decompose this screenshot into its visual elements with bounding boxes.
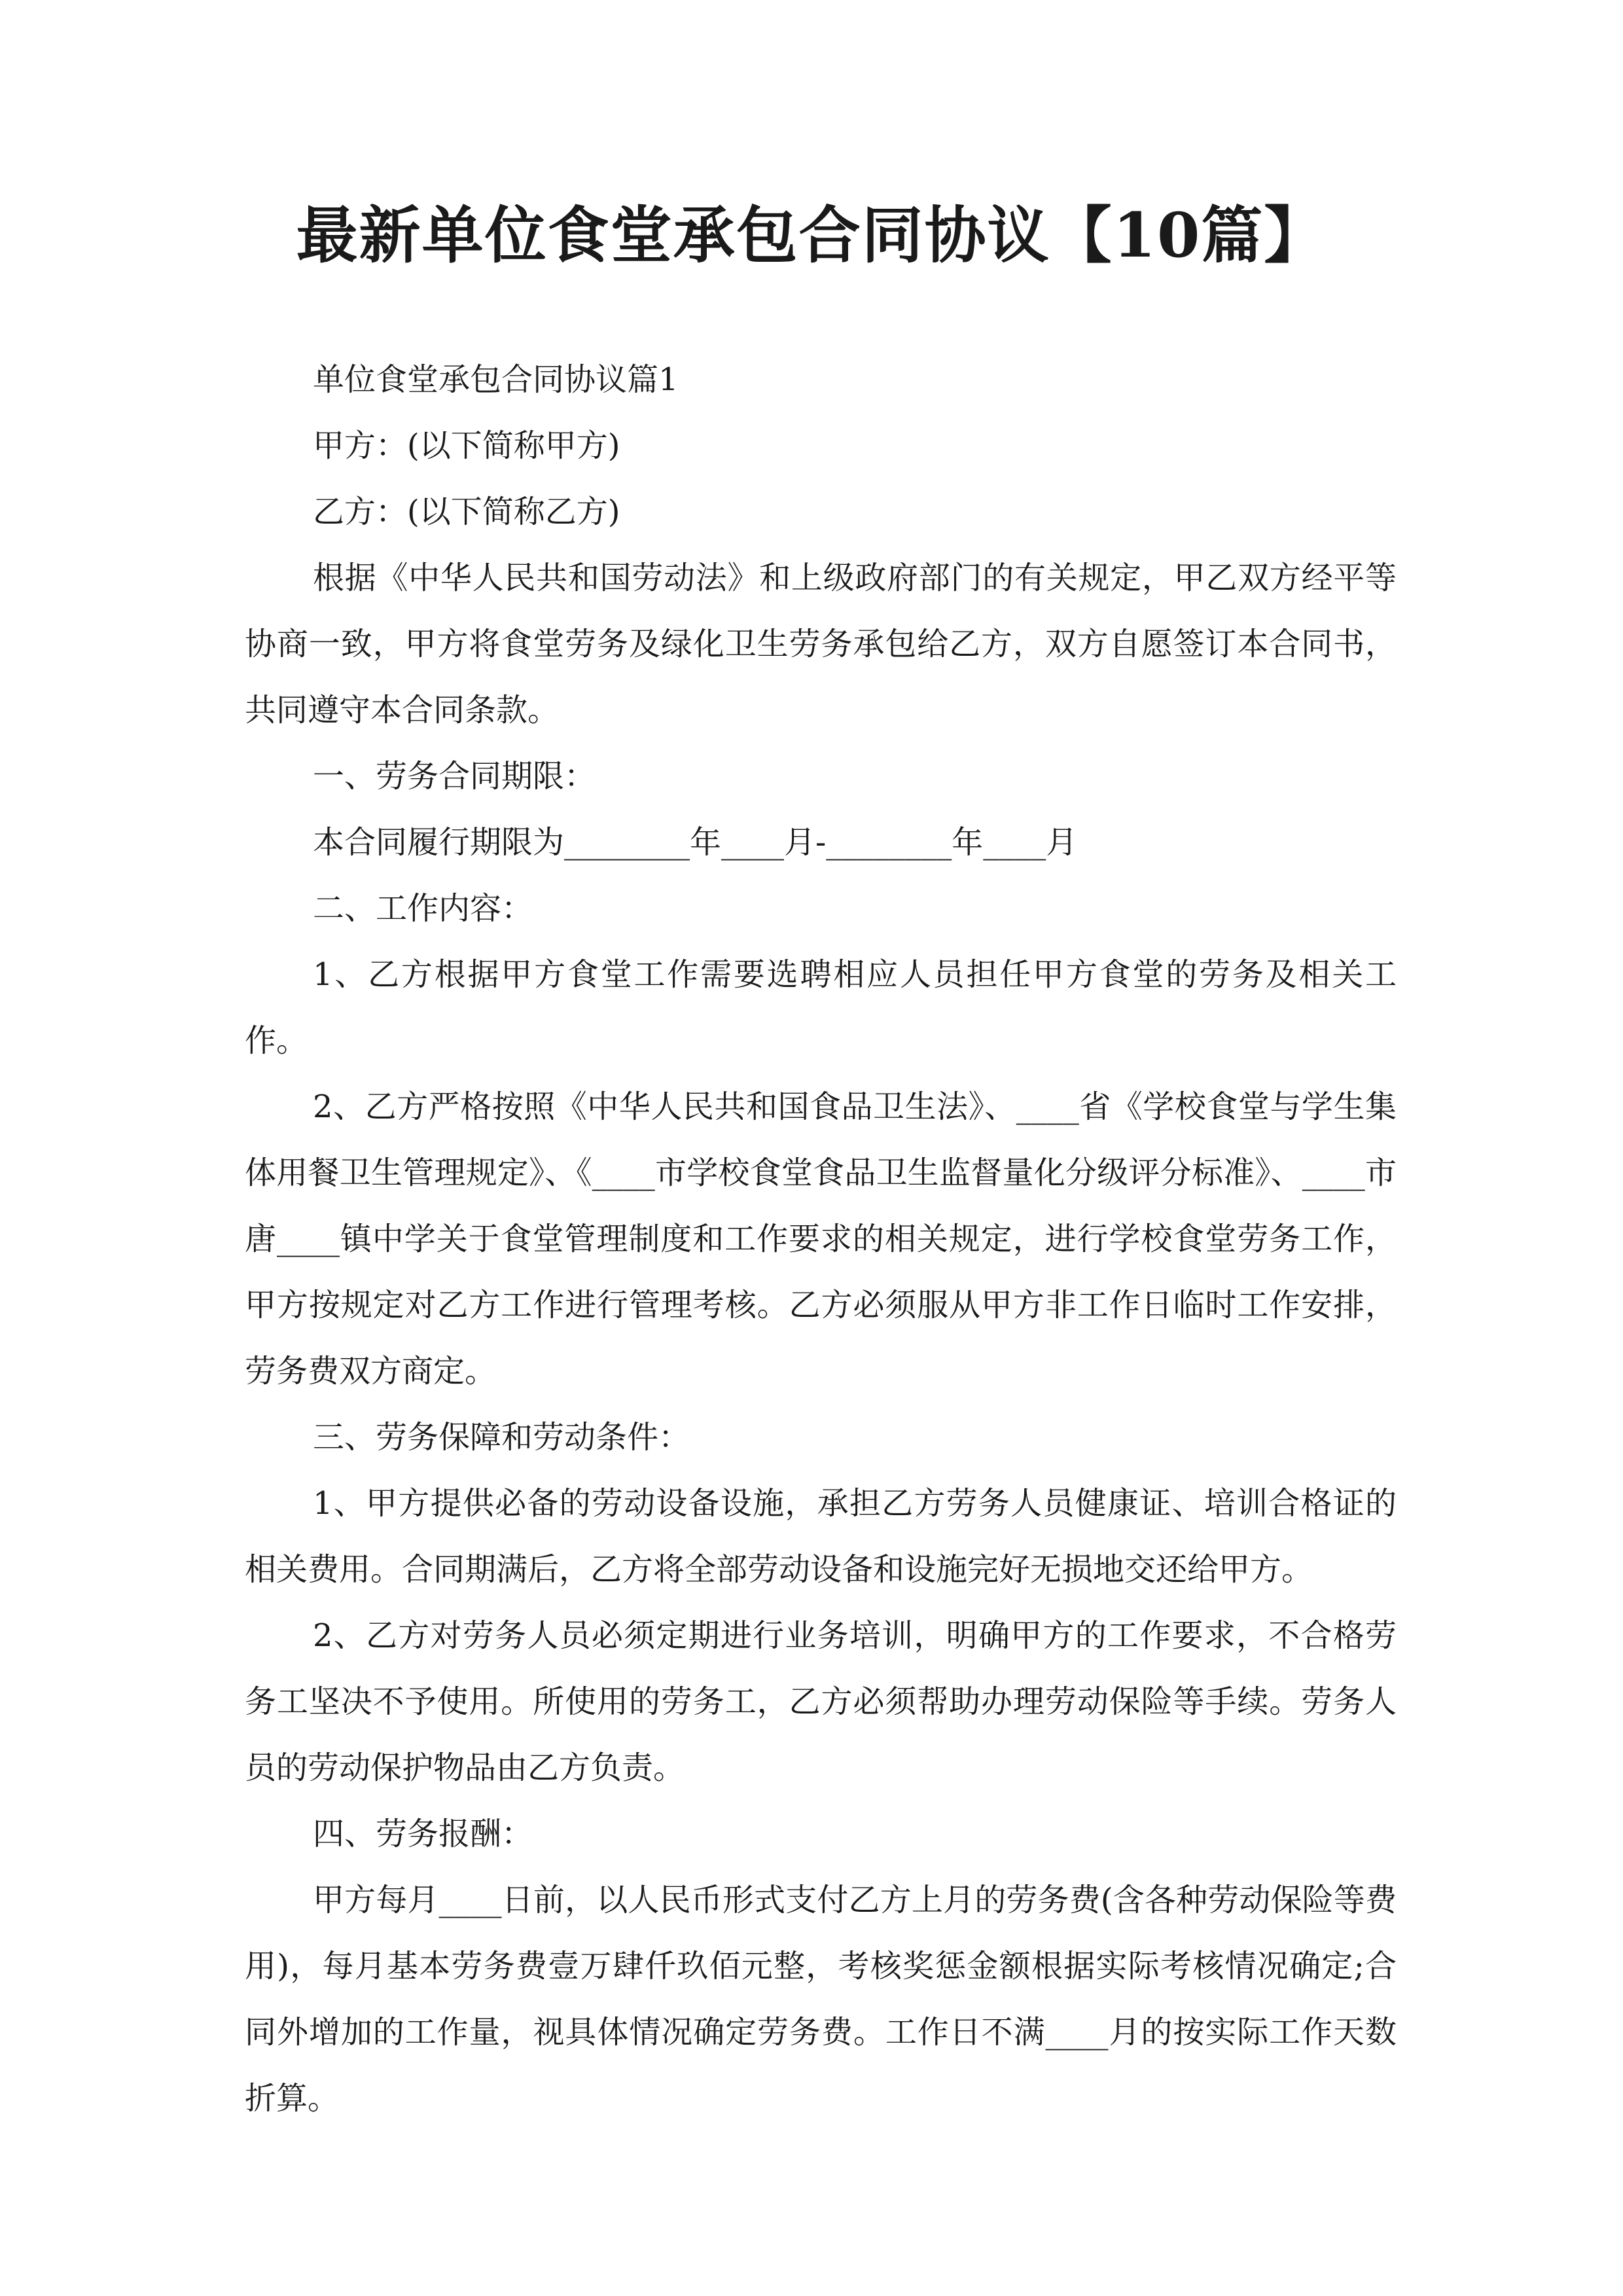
clause-heading: 三、劳务保障和劳动条件： [313, 1419, 690, 1456]
clause-heading: 二、工作内容： [313, 890, 533, 927]
clause-item: 1、甲方提供必备的劳动设备设施，承担乙方劳务人员健康证、培训合格证的相关费用。合同期满后，乙方将全部劳动设备和设施完好无损地交还给甲方。 [245, 1485, 1397, 1588]
clause-item: 甲方每月____日前，以人民币形式支付乙方上月的劳务费(含各种劳动保险等费用)，每月基本劳务费壹万肆仟玖佰元整，考核奖惩金额根据实际考核情况确定;合同外增加的工作量，视具体情况确定劳务费。工作日不满____月的按实际工作天数折算。 [245, 1882, 1397, 2117]
party-b-line: 乙方：(以下简称乙方) [313, 493, 620, 530]
section-heading: 单位食堂承包合同协议篇1 [313, 361, 679, 398]
contract-term-line: 本合同履行期限为________年____月-________年____月 [313, 824, 1078, 861]
intro-paragraph: 根据《中华人民共和国劳动法》和上级政府部门的有关规定，甲乙双方经平等协商一致，甲方将食堂劳务及绿化卫生劳务承包给乙方，双方自愿签订本合同书，共同遵守本合同条款。 [245, 560, 1397, 728]
clause-heading: 一、劳务合同期限： [313, 758, 596, 795]
clause-heading: 四、劳务报酬： [313, 1816, 533, 1852]
clause-item: 1、乙方根据甲方食堂工作需要选聘相应人员担任甲方食堂的劳务及相关工作。 [245, 956, 1397, 1059]
document-body [245, 347, 1397, 2132]
document-title: 最新单位食堂承包合同协议【10篇】 [296, 200, 1327, 272]
party-a-line: 甲方：(以下简称甲方) [313, 427, 620, 464]
clause-item: 2、乙方严格按照《中华人民共和国食品卫生法》、____省《学校食堂与学生集体用餐卫生管理规定》、《____市学校食堂食品卫生监督量化分级评分标准》、____市唐____镇中学关于食堂管理制度和工作要求的相关规定，进行学校食堂劳务工作，甲方按规定对乙方工作进行管理考核。乙方必须服从甲方非工作日临时工作安排，劳务费双方商定。 [245, 1088, 1397, 1390]
clause-item: 2、乙方对劳务人员必须定期进行业务培训，明确甲方的工作要求，不合格劳务工坚决不予使用。所使用的劳务工，乙方必须帮助办理劳动保险等手续。劳务人员的劳动保护物品由乙方负责。 [245, 1617, 1397, 1786]
